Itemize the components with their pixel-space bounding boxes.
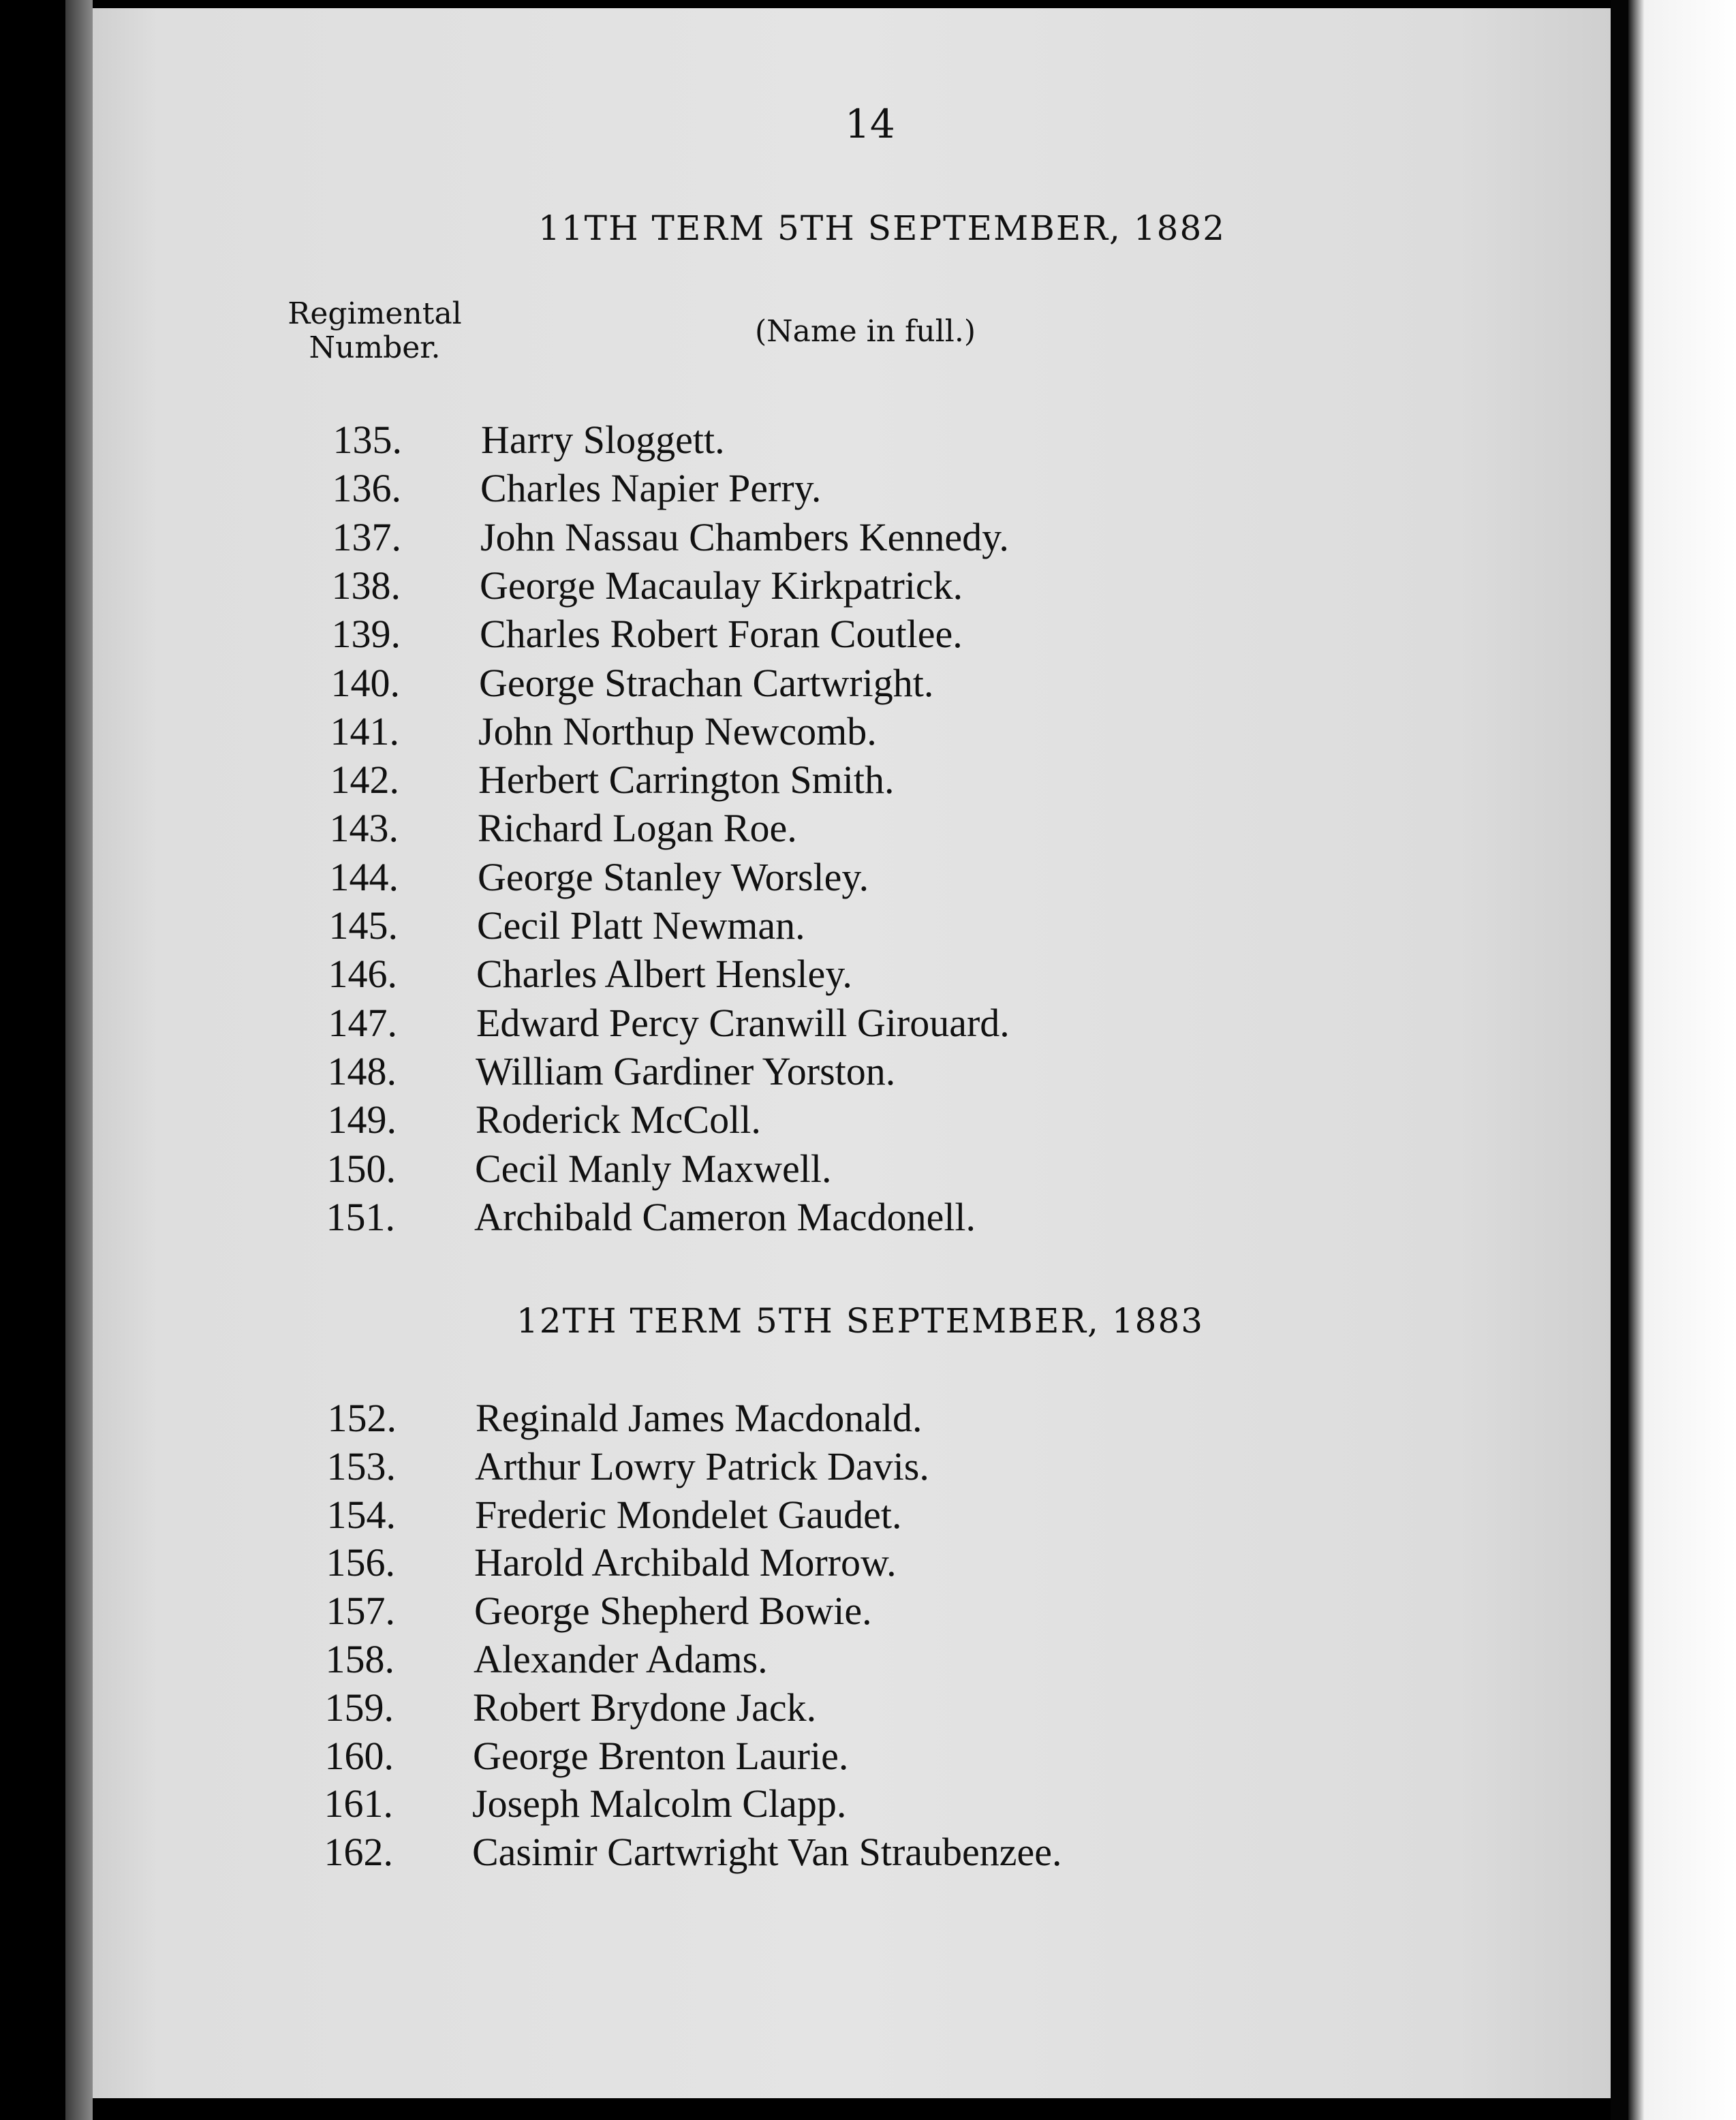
regimental-number: 162. — [324, 1830, 393, 1875]
list-item — [320, 514, 1546, 562]
list-item — [311, 1781, 1538, 1828]
regimental-number: 141. — [330, 708, 399, 753]
full-name: Charles Robert Foran Coutlee. — [480, 612, 963, 657]
regimental-number: 153. — [326, 1444, 396, 1488]
list-item — [314, 1492, 1540, 1540]
regimental-number: 135. — [332, 418, 402, 462]
full-name: George Macaulay Kirkpatrick. — [480, 563, 963, 608]
list-item — [320, 417, 1547, 465]
list-item — [315, 1097, 1541, 1144]
list-item — [315, 1000, 1542, 1048]
regimental-number: 151. — [326, 1194, 395, 1239]
full-name: Cecil Manly Maxwell. — [475, 1146, 832, 1191]
full-name: George Brenton Laurie. — [473, 1733, 849, 1778]
list-item — [311, 1829, 1538, 1877]
left-gutter — [65, 0, 93, 2120]
full-name: Frederic Mondelet Gaudet. — [475, 1492, 902, 1537]
regimental-number: 152. — [327, 1396, 397, 1440]
full-name: John Northup Newcomb. — [478, 708, 877, 753]
regimental-number: 140. — [330, 660, 400, 705]
regimental-number: 147. — [328, 1000, 397, 1045]
full-name: George Stanley Worsley. — [478, 854, 869, 899]
section-title-1-text: 11TH TERM 5TH SEPTEMBER, 1882 — [538, 208, 1226, 248]
list-item — [319, 563, 1545, 610]
regimental-number: 160. — [324, 1733, 394, 1778]
regimental-number: 159. — [324, 1685, 394, 1730]
column-header-name: (Name in full.) — [755, 314, 976, 349]
regimental-number: 150. — [326, 1146, 396, 1191]
regimental-number: 157. — [326, 1589, 395, 1634]
column-header-regimental — [273, 297, 477, 365]
regimental-number: 144. — [329, 854, 399, 899]
full-name: George Strachan Cartwright. — [479, 660, 934, 705]
regimental-number: 137. — [332, 514, 401, 559]
column-header-regimental-line2: Number. — [309, 330, 441, 365]
full-name: Casimir Cartwright Van Straubenzee. — [472, 1830, 1062, 1875]
regimental-number: 161. — [324, 1781, 393, 1826]
list-item — [317, 708, 1544, 756]
full-name: Richard Logan Roe. — [478, 806, 797, 851]
full-name: Charles Albert Hensley. — [476, 952, 852, 997]
page-number: 14 — [845, 101, 895, 147]
full-name: Herbert Carrington Smith. — [478, 758, 895, 802]
full-name: Roderick McColl. — [476, 1097, 761, 1142]
full-name: Charles Napier Perry. — [480, 466, 822, 511]
full-name: Alexander Adams. — [474, 1637, 768, 1681]
regimental-number: 138. — [331, 563, 401, 608]
full-name: Harold Archibald Morrow. — [474, 1540, 897, 1585]
list-item — [314, 1444, 1540, 1491]
section-title-1 — [538, 208, 1226, 248]
list-item — [312, 1685, 1538, 1732]
list-item — [316, 903, 1543, 950]
regimental-number: 145. — [328, 903, 398, 948]
regimental-number: 139. — [331, 612, 401, 657]
regimental-number: 158. — [325, 1637, 394, 1681]
facing-page-edge — [1628, 0, 1736, 2120]
list-item — [320, 465, 1546, 513]
list-item — [317, 854, 1543, 902]
full-name: Arthur Lowry Patrick Davis. — [475, 1444, 929, 1488]
full-name: Reginald James Macdonald. — [476, 1396, 923, 1440]
full-name: John Nassau Chambers Kennedy. — [480, 514, 1009, 559]
list-item — [319, 611, 1545, 659]
full-name: Edward Percy Cranwill Girouard. — [476, 1000, 1010, 1045]
regimental-number: 149. — [327, 1097, 397, 1142]
column-header-regimental-line1: Regimental — [288, 296, 462, 331]
full-name: Robert Brydone Jack. — [473, 1685, 817, 1730]
list-item — [313, 1194, 1540, 1242]
regimental-number: 142. — [330, 758, 399, 802]
list-item — [318, 660, 1545, 708]
full-name: Cecil Platt Newman. — [477, 903, 805, 948]
book-spine — [1611, 0, 1628, 2120]
list-item — [317, 805, 1543, 853]
regimental-number: 154. — [326, 1492, 396, 1537]
full-name: William Gardiner Yorston. — [476, 1048, 896, 1093]
list-item — [313, 1588, 1540, 1636]
regimental-number: 146. — [328, 952, 397, 997]
full-name: Archibald Cameron Macdonell. — [474, 1194, 976, 1239]
list-item — [317, 757, 1544, 805]
section-title-2 — [516, 1301, 1204, 1341]
regimental-number: 143. — [329, 806, 399, 851]
list-item — [314, 1146, 1540, 1194]
list-item — [315, 1395, 1541, 1443]
full-name: George Shepherd Bowie. — [474, 1589, 872, 1634]
regimental-number: 156. — [326, 1540, 395, 1585]
full-name: Joseph Malcolm Clapp. — [472, 1781, 847, 1826]
list-item — [315, 951, 1542, 999]
regimental-number: 148. — [327, 1048, 397, 1093]
regimental-number: 136. — [332, 466, 401, 511]
full-name: Harry Sloggett. — [481, 418, 725, 462]
list-item — [313, 1636, 1539, 1684]
list-item — [312, 1733, 1538, 1781]
list-item — [313, 1540, 1540, 1587]
section-title-2-text: 12TH TERM 5TH SEPTEMBER, 1883 — [516, 1301, 1205, 1341]
list-item — [315, 1048, 1541, 1096]
